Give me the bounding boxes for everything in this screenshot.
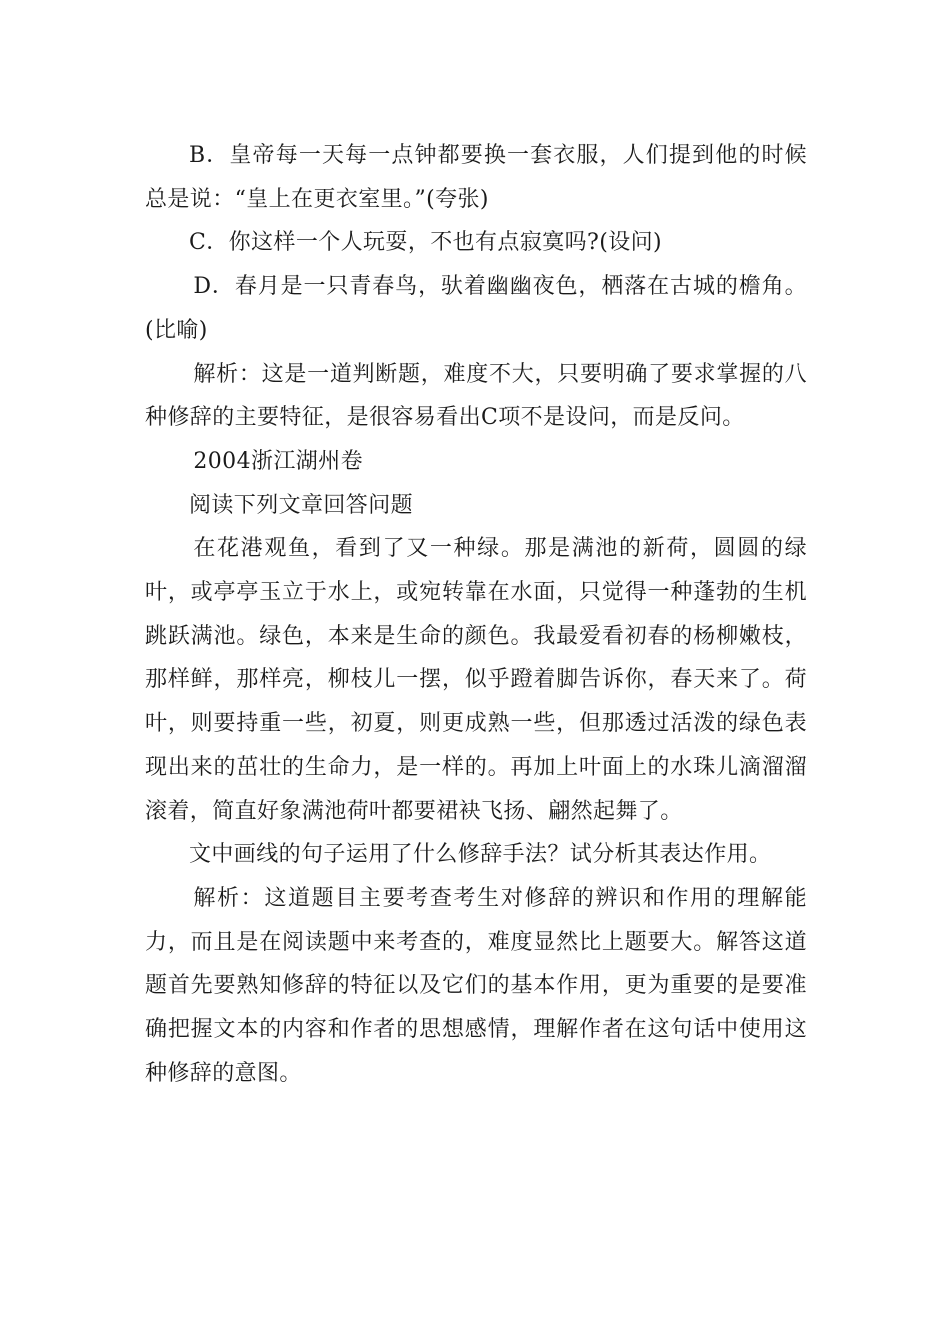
exam-source-heading: 2004浙江湖州卷 [193,448,363,474]
reading-instruction: 阅读下列文章回答问题 [189,492,414,518]
analysis-paragraph-2: 解析：这道题目主要考查考生对修辞的辨识和作用的理解能力，而且是在阅读题中来考查的，难度显然比上题要大。解答这道题首先要熟知修辞的特征以及它们的基本作用，更为重要的是要准确把握文本的内容和作者的思想感情，理解作者在这句话中使用这种修辞的意图。 [145,885,807,1086]
option-d-paragraph: D．春月是一只青春鸟，驮着幽幽夜色，栖落在古城的檐角。(比喻) [145,274,807,343]
analysis-paragraph-1: 解析：这是一道判断题，难度不大，只要明确了要求掌握的八种修辞的主要特征，是很容易看出C项不是设问，而是反问。 [145,361,807,431]
reading-passage: 在花港观鱼，看到了又一种绿。那是满池的新荷，圆圆的绿叶，或亭亭玉立于水上，或宛转靠在水面，只觉得一种蓬勃的生机跳跃满池。绿色，本来是生命的颜色。我最爱看初春的杨柳嫩枝，那样鲜，那样亮，柳枝儿一摆，似乎蹬着脚告诉你，春天来了。荷叶，则要持重一些，初夏，则更成熟一些，但那透过活泼的绿色表现出来的茁壮的生命力，是一样的。再加上叶面上的水珠儿滴溜溜滚着，简直好象满池荷叶都要裙袂飞扬、翩然起舞了。 [145,536,807,824]
question-paragraph: 文中画线的句子运用了什么修辞手法？试分析其表达作用。 [189,842,772,868]
option-b-paragraph: B．皇帝每一天每一点钟都要换一套衣服，人们提到他的时候总是说：“皇上在更衣室里。”(夸张) [145,143,807,212]
document-page [145,134,807,1095]
option-c-paragraph: C．你这样一个人玩耍，不也有点寂寞吗?(设问) [189,230,662,256]
